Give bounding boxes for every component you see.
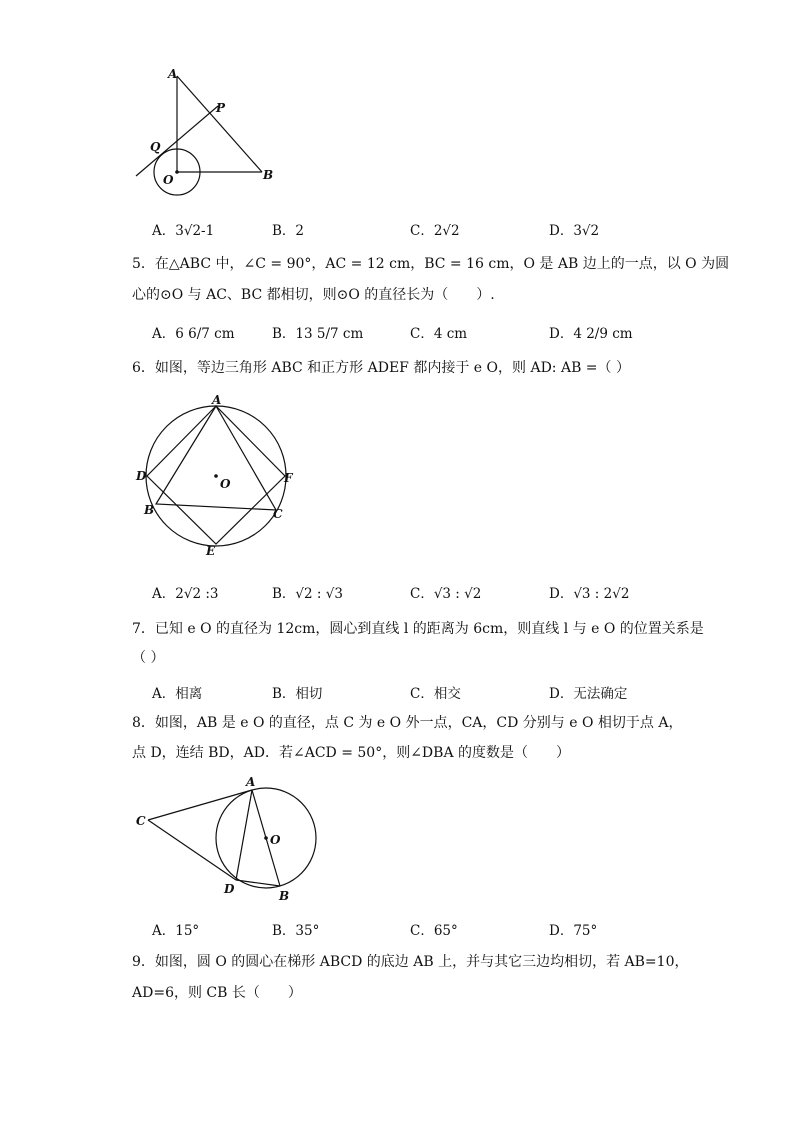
label-q: Q bbox=[150, 140, 161, 154]
q6-option-d[interactable]: D．√3 : 2√2 bbox=[549, 586, 630, 602]
label-d: D bbox=[224, 882, 235, 896]
label-a: A bbox=[168, 67, 178, 81]
q7-option-c[interactable]: C．相交 bbox=[410, 686, 461, 702]
label-p: P bbox=[216, 101, 226, 115]
q9-text-line2: AD=6，则 CB 长（ ） bbox=[132, 985, 302, 1001]
label-e: E bbox=[206, 544, 216, 558]
q8-option-d[interactable]: D．75° bbox=[549, 923, 598, 939]
label-a: A bbox=[246, 775, 256, 789]
q5-option-c[interactable]: C．4 cm bbox=[410, 326, 468, 342]
q6-option-c[interactable]: C．√3 : √2 bbox=[410, 586, 482, 602]
label-o: O bbox=[270, 833, 281, 847]
label-c: C bbox=[136, 814, 146, 828]
q8-text-line1: 8．如图，AB 是 e O 的直径，点 C 为 e O 外一点，CA，CD 分别与 e O 相切于点 A， bbox=[132, 715, 683, 731]
label-b: B bbox=[263, 168, 274, 182]
q4-option-b[interactable]: B．2 bbox=[272, 223, 305, 239]
q5-option-d[interactable]: D．4 2/9 cm bbox=[549, 326, 633, 342]
q5-option-b[interactable]: B．13 5/7 cm bbox=[272, 326, 364, 342]
label-b: B bbox=[279, 889, 290, 903]
q5-text-line1: 5．在△ABC 中，∠C = 90°，AC = 12 cm，BC = 16 cm，O 是 AB 边上的一点，以 O 为圆 bbox=[132, 256, 730, 272]
q8-text-line2: 点 D，连结 BD，AD．若∠ACD = 50°，则∠DBA 的度数是（ ） bbox=[132, 745, 570, 761]
q6-text-line1: 6．如图，等边三角形 ABC 和正方形 ADEF 都内接于 e O，则 AD: AB =（ ） bbox=[132, 360, 630, 376]
q8-option-c[interactable]: C．65° bbox=[410, 923, 458, 939]
label-o: O bbox=[220, 477, 231, 491]
q7-option-a[interactable]: A．相离 bbox=[152, 686, 203, 702]
q8-option-b[interactable]: B．35° bbox=[272, 923, 320, 939]
q6-option-b[interactable]: B．√2 : √3 bbox=[272, 586, 343, 602]
q8-option-a[interactable]: A．15° bbox=[152, 923, 200, 939]
q4-option-d[interactable]: D．3√2 bbox=[549, 223, 600, 239]
q9-text-line1: 9．如图，圆 O 的圆心在梯形 ABCD 的底边 AB 上，并与其它三边均相切，若 AB=10， bbox=[132, 954, 689, 970]
label-f: F bbox=[284, 471, 293, 485]
q4-option-c[interactable]: C．2√2 bbox=[410, 223, 460, 239]
q5-text-line2: 心的⊙O 与 AC、BC 都相切，则⊙O 的直径长为（ ）. bbox=[132, 287, 495, 303]
label-d: D bbox=[136, 469, 147, 483]
q7-text-line2: （ ） bbox=[132, 650, 165, 666]
figure-q6-circle-inscribed bbox=[132, 392, 302, 560]
q7-option-d[interactable]: D．无法确定 bbox=[549, 686, 628, 702]
label-o: O bbox=[163, 173, 174, 187]
figure-q8-tangent-circle bbox=[132, 772, 332, 908]
q5-option-a[interactable]: A．6 6/7 cm bbox=[152, 326, 235, 342]
q6-option-a[interactable]: A．2√2 :3 bbox=[152, 586, 219, 602]
label-c: C bbox=[273, 507, 283, 521]
q7-option-b[interactable]: B．相切 bbox=[272, 686, 323, 702]
q7-text-line1: 7．已知 e O 的直径为 12cm，圆心到直线 l 的距离为 6cm，则直线 l 与 e O 的位置关系是 bbox=[132, 621, 704, 637]
label-b: B bbox=[144, 503, 155, 517]
label-a: A bbox=[212, 393, 222, 407]
figure-q4-triangle bbox=[130, 66, 280, 196]
q4-option-a[interactable]: A．3√2-1 bbox=[152, 223, 215, 239]
